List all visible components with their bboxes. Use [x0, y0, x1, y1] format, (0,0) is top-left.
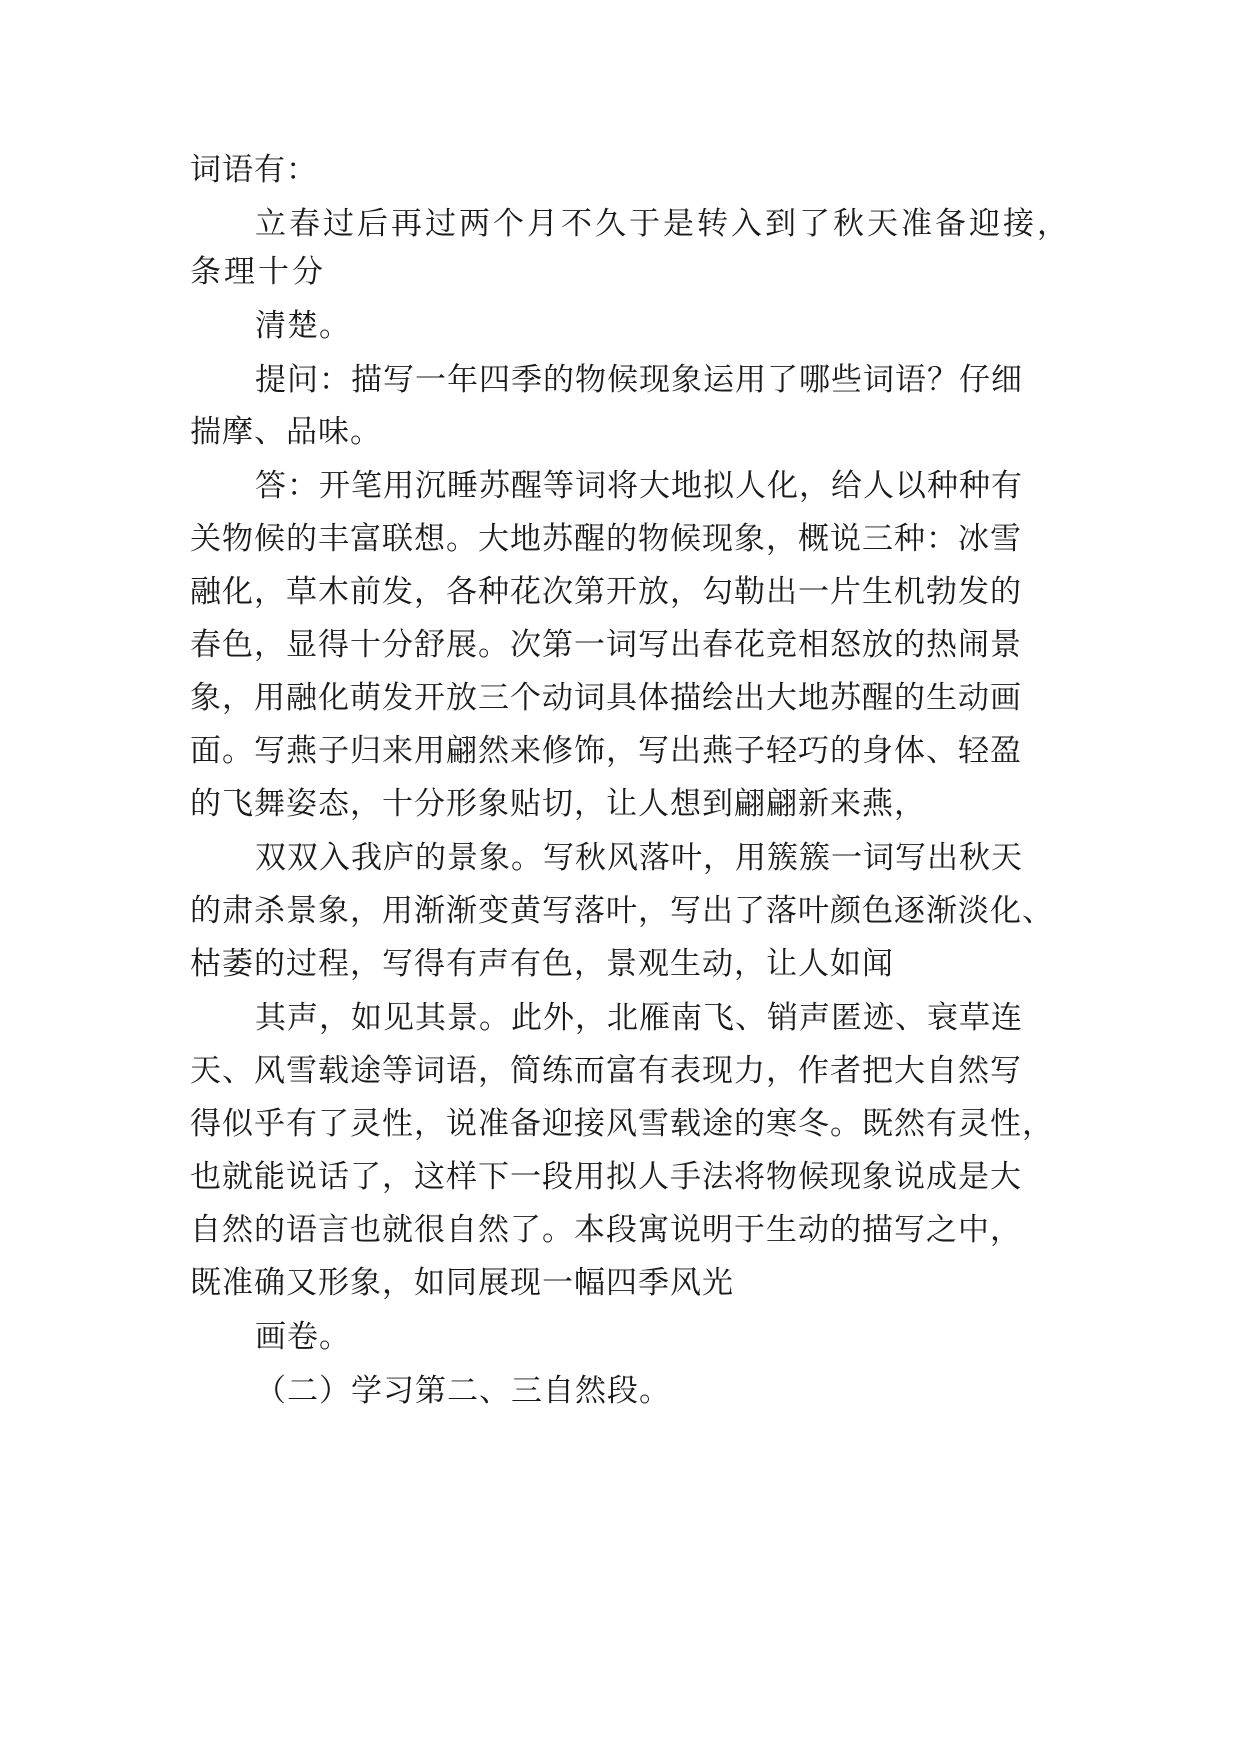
text-line: 立春过后再过两个月不久于是转入到了秋天准备迎接， [255, 206, 1071, 242]
text-line: 其声，如见其景。此外，北雁南飞、销声匿迹、衰草连 [255, 1000, 1023, 1036]
text-line: 画卷。 [255, 1319, 351, 1355]
text-line: 答：开笔用沉睡苏醒等词将大地拟人化，给人以种种有 [255, 468, 1023, 504]
text-line: 融化，草木前发，各种花次第开放，勾勒出一片生机勃发的 [190, 574, 1022, 610]
text-line: 象，用融化萌发开放三个动词具体描绘出大地苏醒的生动画 [190, 680, 1022, 716]
text-line: 双双入我庐的景象。写秋风落叶，用簇簇一词写出秋天 [255, 840, 1023, 876]
text-line: 提问：描写一年四季的物候现象运用了哪些词语？仔细 [255, 362, 1023, 398]
text-line: 也就能说话了，这样下一段用拟人手法将物候现象说成是大 [190, 1159, 1022, 1195]
text-line: 得似乎有了灵性，说准备迎接风雪载途的寒冬。既然有灵性， [190, 1106, 1054, 1142]
text-line: 条理十分 [190, 254, 326, 290]
text-line: 揣摩、品味。 [190, 414, 382, 450]
text-line: 既准确又形象，如同展现一幅四季风光 [190, 1265, 734, 1301]
text-line: 面。写燕子归来用翩然来修饰，写出燕子轻巧的身体、轻盈 [190, 733, 1022, 769]
text-line: （二）学习第二、三自然段。 [255, 1373, 671, 1409]
text-line: 枯萎的过程，写得有声有色，景观生动，让人如闻 [190, 946, 894, 982]
text-line: 关物候的丰富联想。大地苏醒的物候现象，概说三种：冰雪 [190, 521, 1022, 557]
text-line: 的飞舞姿态，十分形象贴切，让人想到翩翩新来燕， [190, 786, 926, 822]
text-line: 天、风雪载途等词语，简练而富有表现力，作者把大自然写 [190, 1053, 1022, 1089]
text-line: 清楚。 [255, 308, 351, 344]
text-line: 春色，显得十分舒展。次第一词写出春花竞相怒放的热闹景 [190, 627, 1022, 663]
text-line: 词语有： [190, 152, 318, 188]
text-line: 的肃杀景象，用渐渐变黄写落叶，写出了落叶颜色逐渐淡化、 [190, 893, 1054, 929]
text-line: 自然的语言也就很自然了。本段寓说明于生动的描写之中， [190, 1212, 1022, 1248]
